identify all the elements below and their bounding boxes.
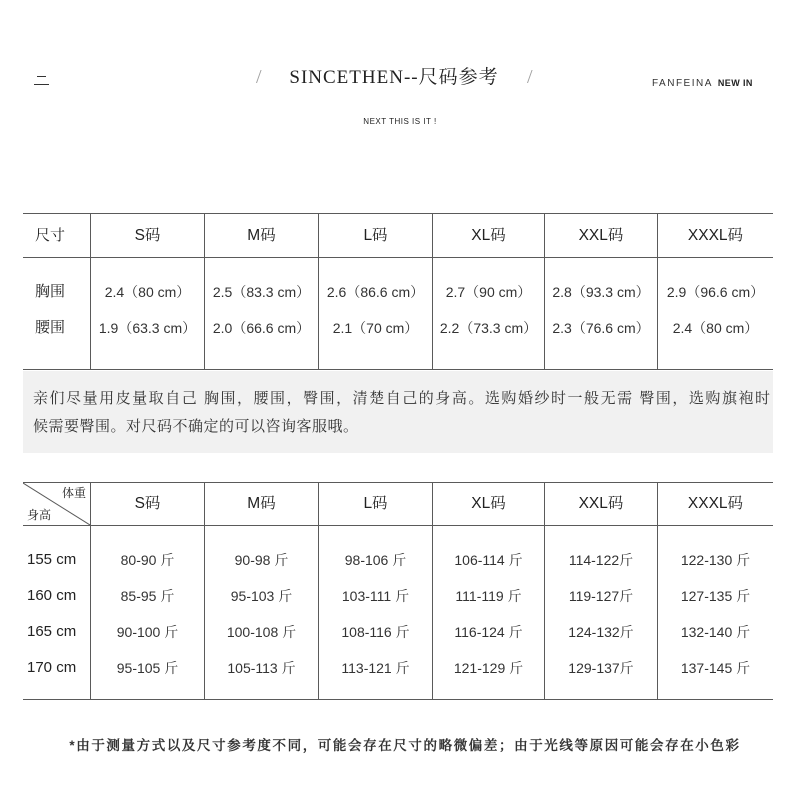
header-size-s: S码 [90,214,204,257]
table-row [23,578,773,614]
note-line-2: 候需要臀围。对尺码不确定的可以咨询客服哦。 [33,418,359,435]
weight-cell: 127-135 斤 [657,578,773,614]
disclaimer-note: *由于测量方式以及尺寸参考度不同，可能会存在尺寸的略微偏差；由于光线等原因可能会存在小色彩 [69,738,741,753]
header-size-label: 尺寸 [35,227,66,244]
table-row-waist [23,310,773,369]
row-label-height: 155 cm [27,551,77,568]
header-size-xl: XL码 [432,483,544,525]
chest-xl: 2.7（90 cm） [432,258,544,310]
header-size-m: M码 [204,483,318,525]
tagline: NEXT THIS IS IT ! [363,117,437,126]
waist-m: 2.0（66.6 cm） [204,310,318,369]
measurement-note [23,371,773,453]
weight-cell: 119-127斤 [544,578,657,614]
weight-table [23,482,773,700]
weight-cell: 122-130 斤 [657,526,773,578]
chest-xxl: 2.8（93.3 cm） [544,258,657,310]
waist-l: 2.1（70 cm） [318,310,432,369]
weight-cell: 105-113 斤 [204,650,318,699]
size-table-header [23,214,773,258]
weight-cell: 90-100 斤 [90,614,204,650]
page-title: SINCETHEN--尺码参考 [289,67,499,88]
weight-cell: 103-111 斤 [318,578,432,614]
header-size-xxl: XXL码 [544,214,657,257]
weight-cell: 121-129 斤 [432,650,544,699]
weight-cell: 116-124 斤 [432,614,544,650]
table-row-chest [23,258,773,310]
weight-cell: 108-116 斤 [318,614,432,650]
header-size-l: L码 [318,483,432,525]
brand-block [652,77,753,90]
header-size-l: L码 [318,214,432,257]
title-divider-right: / [527,66,533,88]
chest-m: 2.5（83.3 cm） [204,258,318,310]
weight-cell: 98-106 斤 [318,526,432,578]
weight-table-header [23,483,773,526]
weight-cell: 129-137斤 [544,650,657,699]
weight-cell: 106-114 斤 [432,526,544,578]
weight-cell: 132-140 斤 [657,614,773,650]
waist-xxxl: 2.4（80 cm） [657,310,773,369]
waist-xl: 2.2（73.3 cm） [432,310,544,369]
header-size-xxl: XXL码 [544,483,657,525]
table-row [23,650,773,699]
title-divider-left: / [256,66,262,88]
row-label-height: 170 cm [27,659,77,676]
waist-xxl: 2.3（76.6 cm） [544,310,657,369]
chest-l: 2.6（86.6 cm） [318,258,432,310]
header-size-s: S码 [90,483,204,525]
corner-header-cell [23,483,90,525]
weight-cell: 114-122斤 [544,526,657,578]
header-size-xl: XL码 [432,214,544,257]
weight-cell: 95-103 斤 [204,578,318,614]
chest-xxxl: 2.9（96.6 cm） [657,258,773,310]
note-line-1: 亲们尽量用皮量取自己 胸围，腰围，臀围，清楚自己的身高。选购婚纱时一般无需 臀围，选购旗袍时 [33,390,770,407]
row-label-height: 165 cm [27,623,77,640]
weight-cell: 137-145 斤 [657,650,773,699]
waist-s: 1.9（63.3 cm） [90,310,204,369]
weight-cell: 90-98 斤 [204,526,318,578]
corner-label-weight: 体重 [61,486,86,500]
table-row [23,614,773,650]
header-size-xxxl: XXXL码 [657,483,773,525]
size-table [23,213,773,370]
weight-cell: 95-105 斤 [90,650,204,699]
table-row [23,526,773,578]
brand-name: FANFEINA [652,78,713,89]
weight-cell: 111-119 斤 [432,578,544,614]
row-label-chest: 胸围 [35,283,66,300]
weight-cell: 124-132斤 [544,614,657,650]
weight-cell: 85-95 斤 [90,578,204,614]
header-size-xxxl: XXXL码 [657,214,773,257]
header-size-m: M码 [204,214,318,257]
chest-s: 2.4（80 cm） [90,258,204,310]
corner-label-height: 身高 [27,508,52,522]
row-label-waist: 腰围 [35,319,66,336]
row-label-height: 160 cm [27,587,77,604]
weight-cell: 113-121 斤 [318,650,432,699]
weight-cell: 80-90 斤 [90,526,204,578]
weight-cell: 100-108 斤 [204,614,318,650]
brand-tag: NEW IN [717,78,753,88]
